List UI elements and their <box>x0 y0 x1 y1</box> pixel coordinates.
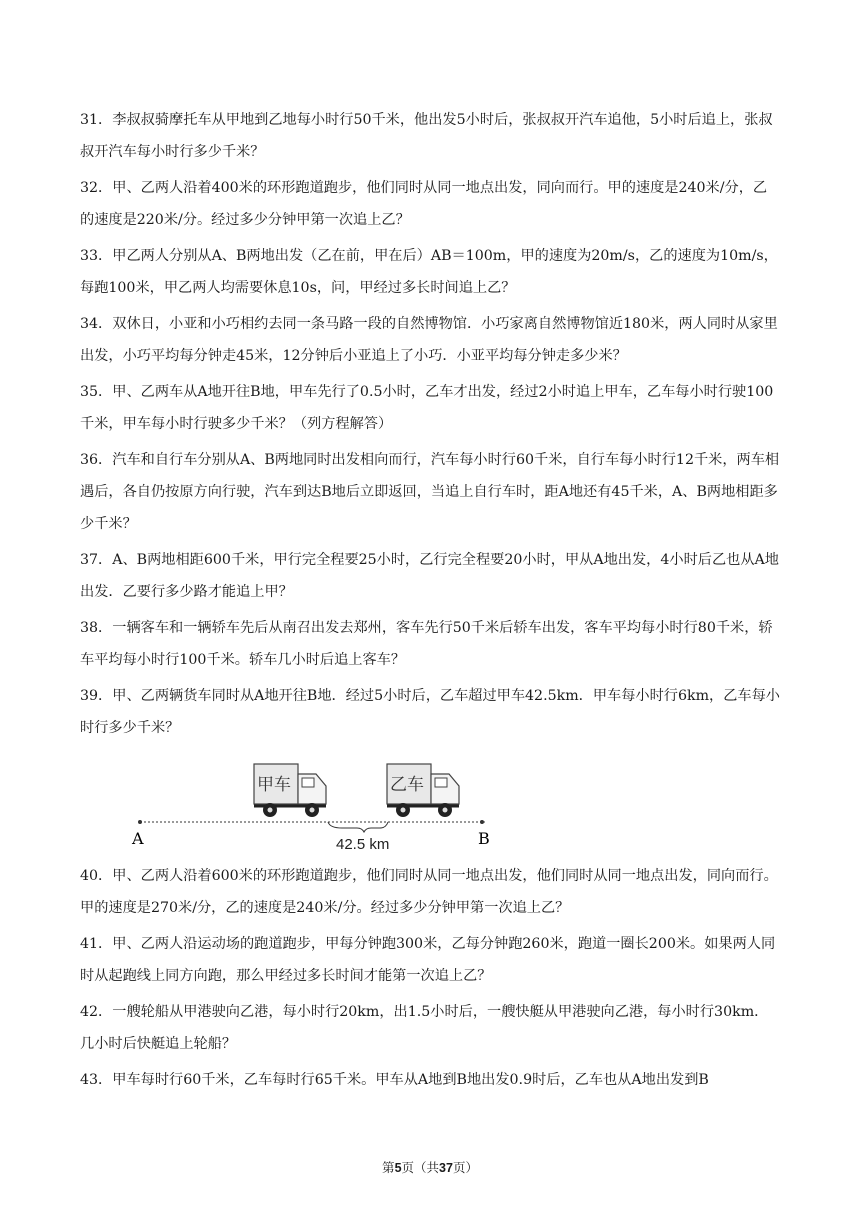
truck-jia-label: 甲车 <box>257 775 291 795</box>
problem-40: 40．甲、乙两人沿着600米的环形跑道跑步，他们同时从同一地点出发，他们同时从同一地点出发，同向而行。甲的速度是270米/分，乙的速度是240米/分。经过多少分钟甲第一次追上乙？ <box>80 868 778 916</box>
point-a-dot <box>138 820 142 824</box>
problem-35: 35．甲、乙两车从A地开往B地，甲车先行了0.5小时，乙车才出发，经过2小时追上甲车，乙车每小时行驶100千米，甲车每小时行驶多少千米？（列方程解答） <box>80 384 774 432</box>
truck-yi-label: 乙车 <box>390 775 424 795</box>
problem-33: 33．甲乙两人分别从A、B两地出发（乙在前，甲在后）AB＝100m，甲的速度为20m/s，乙的速度为10m/s，每跑100米，甲乙两人均需要休息10s，问，甲经过多长时间追上乙？ <box>80 248 778 296</box>
problem-39: 39．甲、乙两辆货车同时从A地开往B地．经过5小时后，乙车超过甲车42.5km．甲车每小时行6km，乙车每小时行多少千米？ <box>80 688 780 736</box>
problem-31: 31．李叔叔骑摩托车从甲地到乙地每小时行50千米，他出发5小时后，张叔叔开汽车追他，5小时后追上，张叔叔开汽车每小时行多少千米？ <box>80 112 773 160</box>
gap-brace <box>328 822 388 832</box>
problem-list <box>80 104 780 1100</box>
problem-38: 38．一辆客车和一辆轿车先后从南召出发去郑州，客车先行50千米后轿车出发，客车平均每小时行80千米，轿车平均每小时行100千米。轿车几小时后追上客车？ <box>80 620 773 668</box>
point-b-label: B <box>478 829 490 848</box>
gap-label: 42.5 km <box>336 836 390 853</box>
truck-yi-icon <box>387 764 459 817</box>
problem-37: 37．A、B两地相距600千米，甲行完全程要25小时，乙行完全程要20小时，甲从A地出发，4小时后乙也从A地出发．乙要行多少路才能追上甲？ <box>80 552 779 600</box>
page-total: 37 <box>439 1161 453 1175</box>
truck-diagram-svg <box>102 750 490 853</box>
problem-36: 36．汽车和自行车分别从A、B两地同时出发相向而行，汽车每小时行60千米，自行车每小时行12千米，两车相遇后，各自仍按原方向行驶，汽车到达B地后立即返回，当追上自行车时，距A地还有45千米，A、B两地相距多少千米？ <box>80 452 780 532</box>
problem-32: 32．甲、乙两人沿着400米的环形跑道跑步，他们同时从同一地点出发，同向而行。甲的速度是240米/分，乙的速度是220米/分。经过多少分钟甲第一次追上乙？ <box>80 180 768 228</box>
problem-34: 34．双休日，小亚和小巧相约去同一条马路一段的自然博物馆．小巧家离自然博物馆近180米，两人同时从家里出发，小巧平均每分钟走45米，12分钟后小亚追上了小巧．小亚平均每分钟走多少米？ <box>80 316 778 364</box>
point-a-label: A <box>132 829 144 848</box>
problem-42: 42．一艘轮船从甲港驶向乙港，每小时行20km，出1.5小时后，一艘快艇从甲港驶向乙港，每小时行30km．几小时后快艇追上轮船？ <box>80 1004 769 1052</box>
page-number: 5 <box>394 1161 402 1175</box>
point-b-dot <box>480 820 484 824</box>
truck-diagram <box>102 750 490 853</box>
problem-43: 43．甲车每时行60千米，乙车每时行65千米。甲车从A地到B地出发0.9时后，乙车也从A地出发到B <box>80 1072 709 1088</box>
problem-41: 41．甲、乙两人沿运动场的跑道跑步，甲每分钟跑300米，乙每分钟跑260米，跑道一圈长200米。如果两人同时从起跑线上同方向跑，那么甲经过多长时间才能第一次追上乙？ <box>80 936 776 984</box>
truck-jia-icon <box>254 764 326 817</box>
page-footer: 第5页（共37页） <box>382 1160 478 1175</box>
